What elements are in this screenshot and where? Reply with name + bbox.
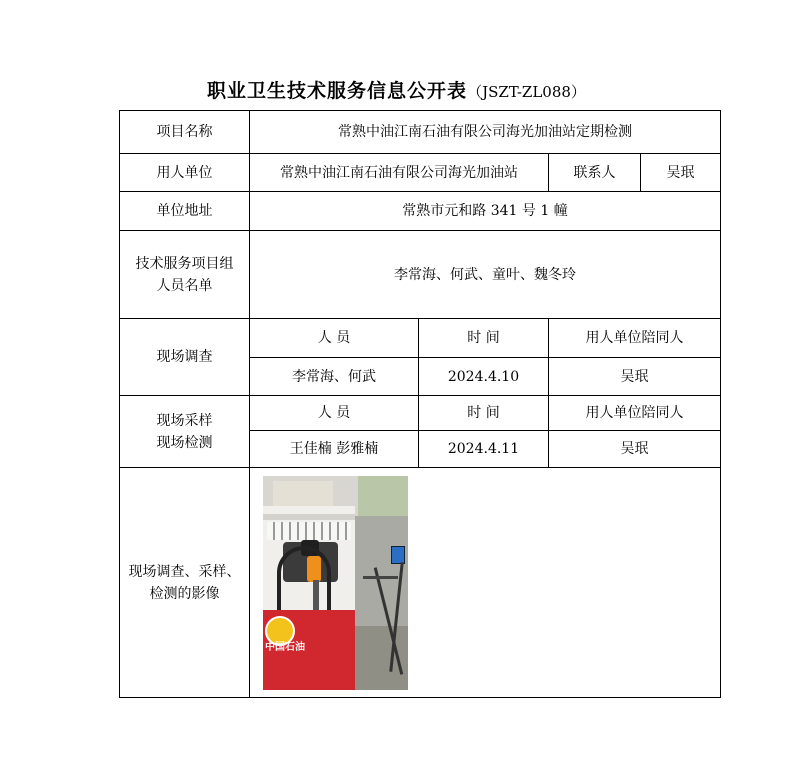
address-value: 常熟市元和路 341 号 1 幢 xyxy=(250,192,721,231)
survey-col-personnel: 人 员 xyxy=(250,319,419,358)
row-address xyxy=(120,192,721,231)
sampling-col-time: 时 间 xyxy=(419,396,549,431)
images-label-line1: 现场调查、采样、 xyxy=(128,563,241,580)
row-project-name xyxy=(120,111,721,154)
survey-col-time: 时 间 xyxy=(419,319,549,358)
sampling-label-line2: 现场检测 xyxy=(156,434,213,451)
survey-label: 现场调查 xyxy=(120,319,250,396)
team-label-line2: 人员名单 xyxy=(156,277,213,294)
sampling-label xyxy=(120,396,250,468)
team-label-line1: 技术服务项目组 xyxy=(135,255,234,272)
row-employer xyxy=(120,154,721,192)
survey-companion: 吴珉 xyxy=(549,358,721,396)
sampling-personnel: 王佳楠 彭雅楠 xyxy=(250,431,419,468)
sampling-label-line1: 现场采样 xyxy=(156,412,213,429)
title-text: 职业卫生技术服务信息公开表 xyxy=(207,80,468,102)
sampling-companion: 吴珉 xyxy=(549,431,721,468)
employer-label: 用人单位 xyxy=(120,154,250,192)
row-survey-header xyxy=(120,319,721,358)
title-code: （JSZT-ZL088） xyxy=(467,83,586,101)
project-name-label: 项目名称 xyxy=(120,111,250,154)
sampling-col-companion: 用人单位陪同人 xyxy=(549,396,721,431)
images-cell xyxy=(250,468,721,698)
survey-personnel: 李常海、何武 xyxy=(250,358,419,396)
site-photo xyxy=(263,476,408,690)
survey-time: 2024.4.10 xyxy=(419,358,549,396)
page-title xyxy=(0,76,793,103)
row-team xyxy=(120,231,721,319)
info-table xyxy=(119,110,721,698)
contact-label: 联系人 xyxy=(549,154,641,192)
address-label: 单位地址 xyxy=(120,192,250,231)
row-images xyxy=(120,468,721,698)
project-name-value: 常熟中油江南石油有限公司海光加油站定期检测 xyxy=(250,111,721,154)
row-sampling-header xyxy=(120,396,721,431)
survey-col-companion: 用人单位陪同人 xyxy=(549,319,721,358)
images-label-line2: 检测的影像 xyxy=(149,585,220,602)
employer-value: 常熟中油江南石油有限公司海光加油站 xyxy=(250,154,549,192)
sampling-time: 2024.4.11 xyxy=(419,431,549,468)
images-label xyxy=(120,468,250,698)
photo-brand-text: 中国石油 xyxy=(265,641,305,653)
contact-value: 吴珉 xyxy=(641,154,721,192)
sampling-col-personnel: 人 员 xyxy=(250,396,419,431)
team-value: 李常海、何武、童叶、魏冬玲 xyxy=(250,231,721,319)
team-label xyxy=(120,231,250,319)
